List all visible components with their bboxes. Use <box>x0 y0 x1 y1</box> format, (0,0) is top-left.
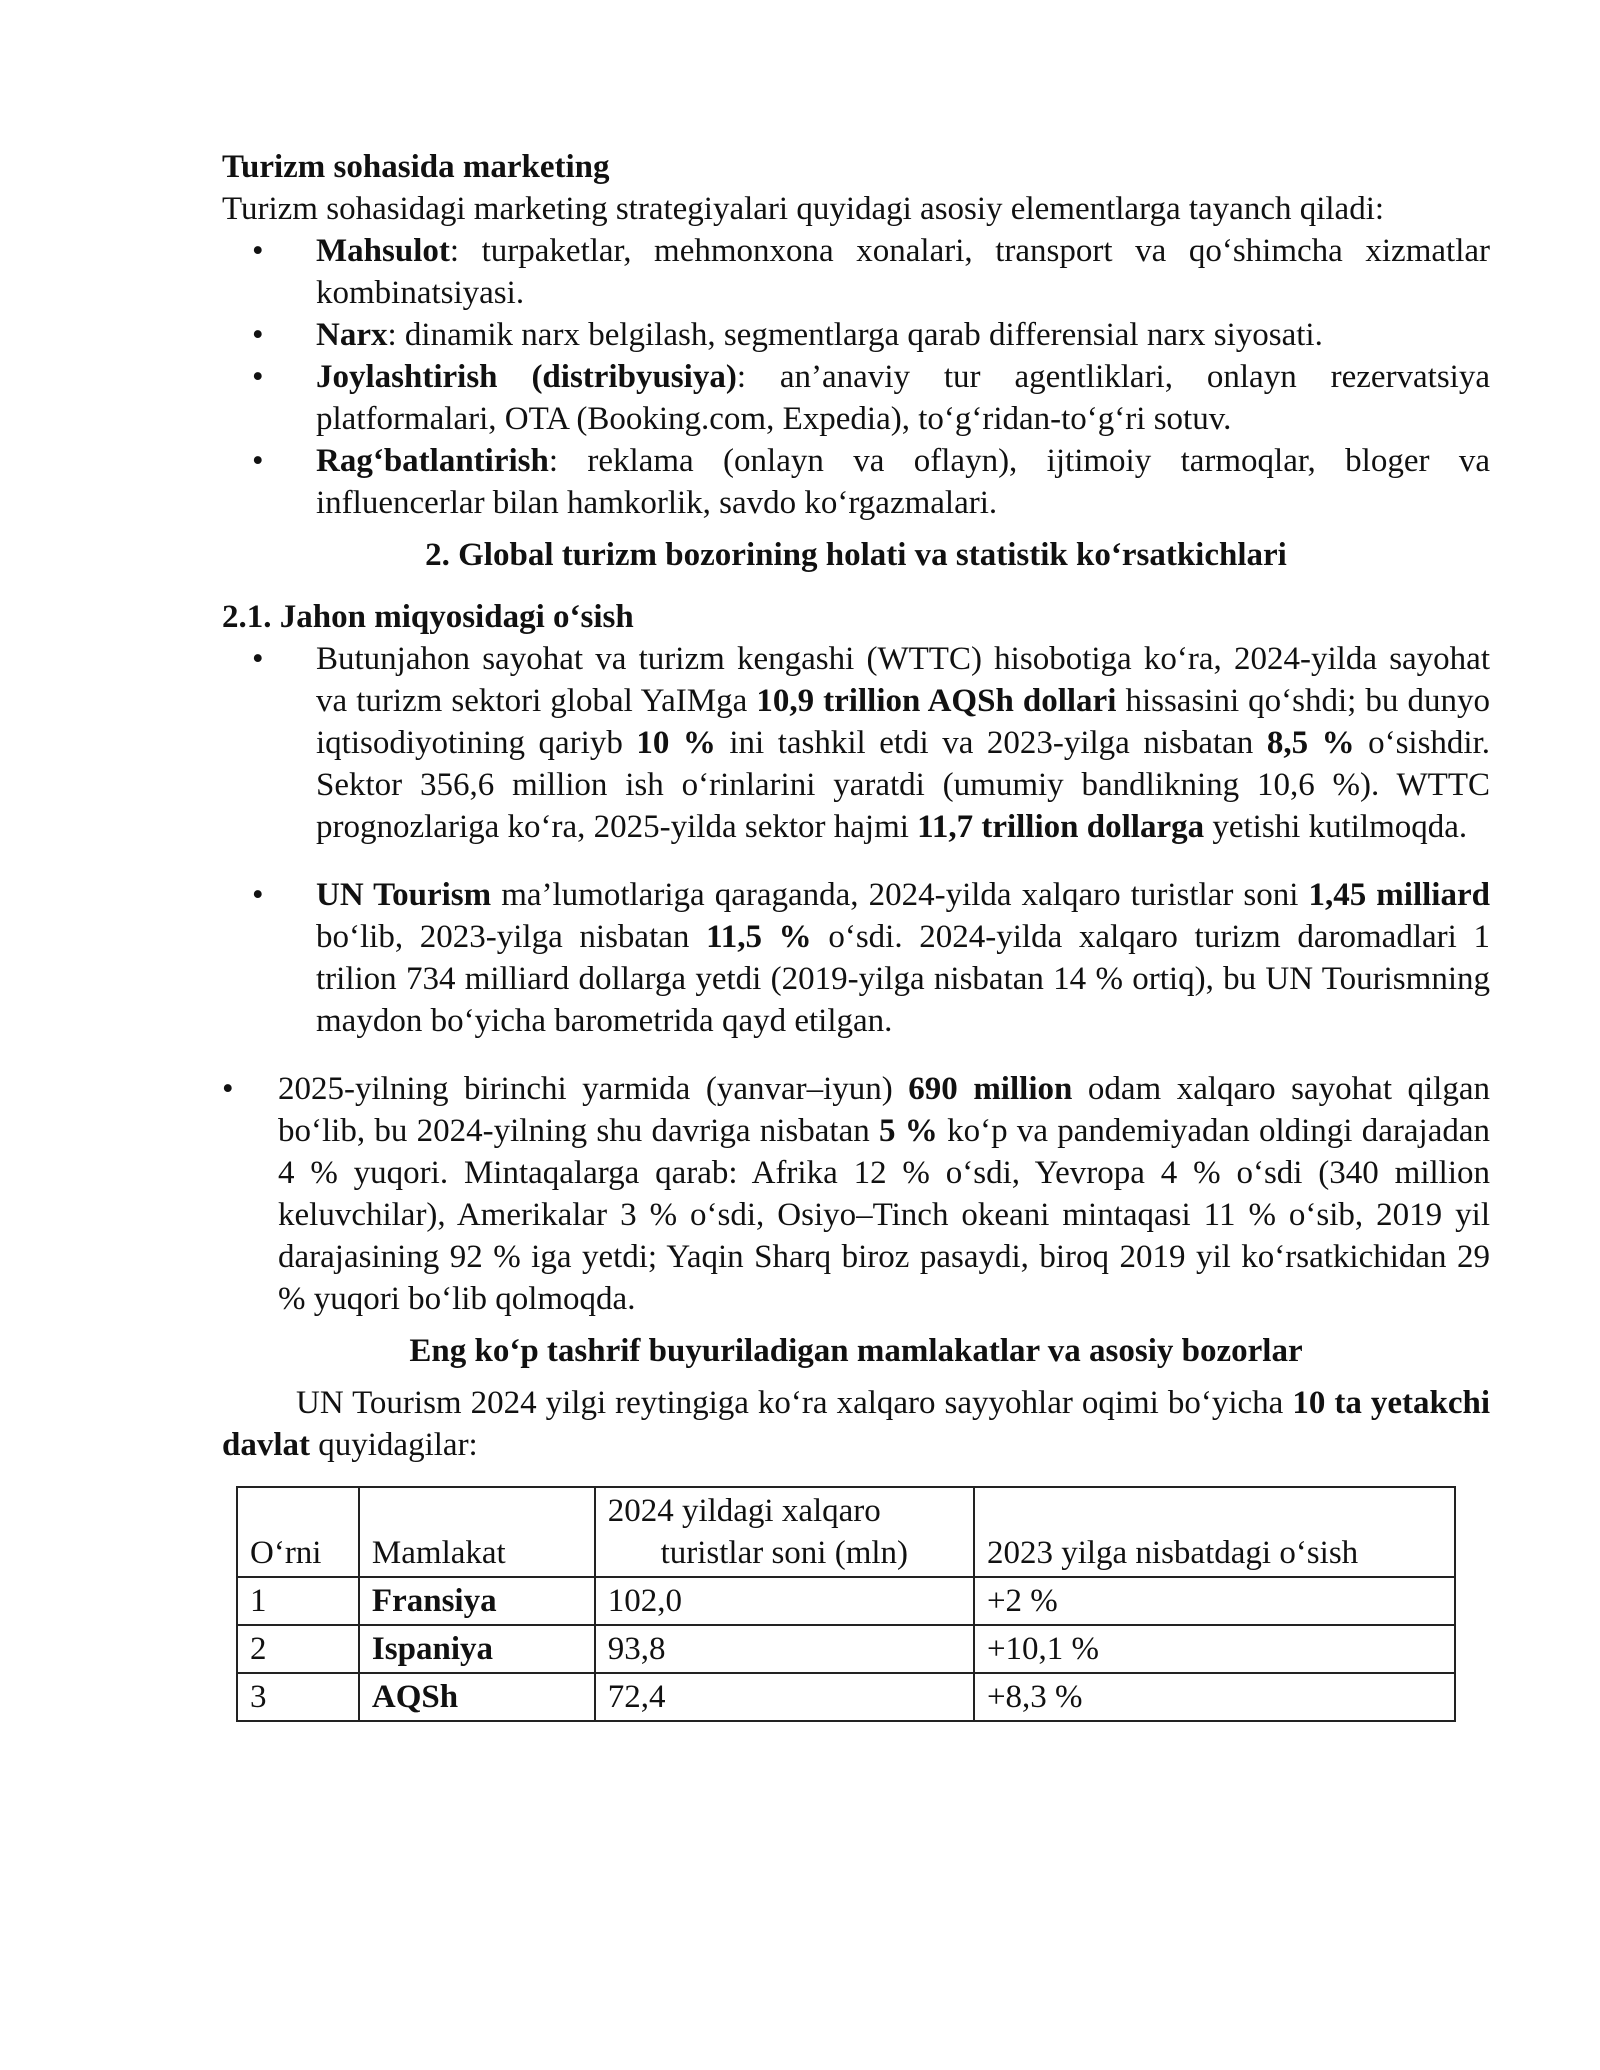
cell-tourists: 102,0 <box>595 1577 974 1625</box>
text-run: hissasini qo‘shdi; bu dunyo iqtisodiyotining qariyb <box>316 683 1490 761</box>
header-tourists <box>595 1487 974 1577</box>
cell-rank: 2 <box>237 1625 359 1673</box>
term-text: : reklama (onlayn va oflayn), ijtimoiy tarmoqlar, bloger va influencerlar bilan hamkorlik, savdo ko‘rgazmalari. <box>316 443 1490 521</box>
cell-tourists: 72,4 <box>595 1673 974 1721</box>
highlight: 10 ta yetakchi davlat <box>222 1385 1490 1463</box>
list-item <box>222 440 1490 524</box>
bullet-symbol: • <box>252 877 264 913</box>
document-page <box>222 146 1490 1722</box>
highlight: 11,5 % <box>706 919 812 955</box>
header-growth: 2023 yilga nisbatdagi o‘sish <box>974 1487 1455 1577</box>
marketing-list <box>222 230 1490 524</box>
section-title-marketing: Turizm sohasida marketing <box>222 149 610 185</box>
text-run: 2025-yilning birinchi yarmida (yanvar–iyun) <box>278 1071 909 1107</box>
header-rank: O‘rni <box>237 1487 359 1577</box>
term-text: : dinamik narx belgilash, segmentlarga qarab differensial narx siyosati. <box>387 317 1323 353</box>
text-run: o‘sdi. 2024-yilda xalqaro turizm daromadlari 1 trilion 734 milliard dollarga yetdi (2019-yilga nisbatan 14 % ortiq), bu UN Tourismning maydon bo‘yicha barometrida qayd etilgan. <box>316 919 1490 1039</box>
bullet-symbol: • <box>252 233 264 269</box>
growth-list-2 <box>222 874 1490 1042</box>
cell-tourists: 93,8 <box>595 1625 974 1673</box>
header-line: 2024 yildagi xalqaro <box>607 1493 881 1529</box>
highlight: 690 million <box>908 1071 1073 1107</box>
text-run: bo‘lib, 2023-yilga nisbatan <box>316 919 707 955</box>
table-row <box>237 1673 1455 1721</box>
cell-rank: 3 <box>237 1673 359 1721</box>
list-item <box>222 314 1490 356</box>
list-item <box>222 638 1490 848</box>
highlight: 1,45 milliard <box>1308 877 1490 913</box>
term-text: : turpaketlar, mehmonxona xonalari, transport va qo‘shimcha xizmatlar kombinatsiyasi. <box>316 233 1490 311</box>
list-item <box>222 230 1490 314</box>
cell-growth: +10,1 % <box>974 1625 1455 1673</box>
cell-country: Ispaniya <box>359 1625 595 1673</box>
term: Narx <box>316 317 388 353</box>
list-item <box>222 1068 1490 1320</box>
highlight: 8,5 % <box>1266 725 1355 761</box>
text-run: quyidagilar: <box>310 1427 478 1463</box>
sub-heading-2-1: 2.1. Jahon miqyosidagi o‘sish <box>222 599 634 635</box>
highlight: UN Tourism <box>316 877 492 913</box>
growth-list <box>222 638 1490 848</box>
marketing-intro: Turizm sohasidagi marketing strategiyalari quyidagi asosiy elementlarga tayanch qiladi: <box>222 191 1385 227</box>
term: Joylashtirish (distribyusiya) <box>316 359 737 395</box>
header-country: Mamlakat <box>359 1487 595 1577</box>
term: Mahsulot <box>316 233 450 269</box>
term-text: : an’anaviy tur agentliklari, onlayn rezervatsiya platformalari, OTA (Booking.com, Expedia), to‘g‘ridan-to‘g‘ri sotuv. <box>316 359 1490 437</box>
cell-country: AQSh <box>359 1673 595 1721</box>
bullet-symbol: • <box>252 641 264 677</box>
bullet-symbol: • <box>252 359 264 395</box>
highlight: 10 % <box>636 725 716 761</box>
list-item <box>222 874 1490 1042</box>
highlight: 5 % <box>879 1113 938 1149</box>
term: Rag‘batlantirish <box>316 443 549 479</box>
text-run: ma’lumotlariga qaraganda, 2024-yilda xalqaro turistlar soni <box>491 877 1309 913</box>
highlight: 11,7 trillion dollarga <box>917 809 1205 845</box>
table-row <box>237 1625 1455 1673</box>
cell-country: Fransiya <box>359 1577 595 1625</box>
text-run: odam xalqaro sayohat qilgan bo‘lib, bu 2024-yilning shu davriga nisbatan <box>278 1071 1490 1149</box>
bullet-symbol: • <box>252 317 264 353</box>
section-heading-2: 2. Global turizm bozorining holati va statistik ko‘rsatkichlari <box>425 537 1287 573</box>
text-run: Butunjahon sayohat va turizm kengashi (WTTC) hisobotiga ko‘ra, 2024-yilda sayohat va turizm sektori global YaIMga <box>316 641 1490 719</box>
growth-list-3 <box>222 1068 1490 1320</box>
bullet-symbol: • <box>222 1071 234 1107</box>
list-item <box>222 356 1490 440</box>
table-header-row <box>237 1487 1455 1577</box>
header-line: turistlar soni (mln) <box>660 1535 909 1571</box>
text-run: ko‘p va pandemiyadan oldingi darajadan 4 % yuqori. Mintaqalarga qarab: Afrika 12 % o‘sdi, Yevropa 4 % o‘sdi (340 million keluvchilar), Amerikalar 3 % o‘sdi, Osiyo–Tinch okeani mintaqasi 11 % o‘sib, 2019 yil darajasining 92 % iga yetdi; Yaqin Sharq biroz pasaydi, biroq 2019 yil ko‘rsatkichidan 29 % yuqori bo‘lib qolmoqda. <box>278 1113 1491 1317</box>
bullet-symbol: • <box>252 443 264 479</box>
text-run: o‘sishdir. Sektor 356,6 million ish o‘rinlarini yaratdi (umumiy bandlikning 10,6 %). WTTC prognozlariga ko‘ra, 2025-yilda sektor hajmi <box>316 725 1491 845</box>
section-heading-top-countries: Eng ko‘p tashrif buyuriladigan mamlakatlar va asosiy bozorlar <box>409 1333 1303 1369</box>
text-run: UN Tourism 2024 yilgi reytingiga ko‘ra xalqaro sayyohlar oqimi bo‘yicha <box>296 1385 1293 1421</box>
table-row <box>237 1577 1455 1625</box>
text-run: ini tashkil etdi va 2023-yilga nisbatan <box>715 725 1267 761</box>
highlight: 10,9 trillion AQSh dollari <box>756 683 1117 719</box>
top-countries-intro <box>222 1382 1490 1466</box>
cell-rank: 1 <box>237 1577 359 1625</box>
top-countries-table <box>236 1486 1456 1722</box>
cell-growth: +2 % <box>974 1577 1455 1625</box>
text-run: yetishi kutilmoqda. <box>1204 809 1468 845</box>
cell-growth: +8,3 % <box>974 1673 1455 1721</box>
